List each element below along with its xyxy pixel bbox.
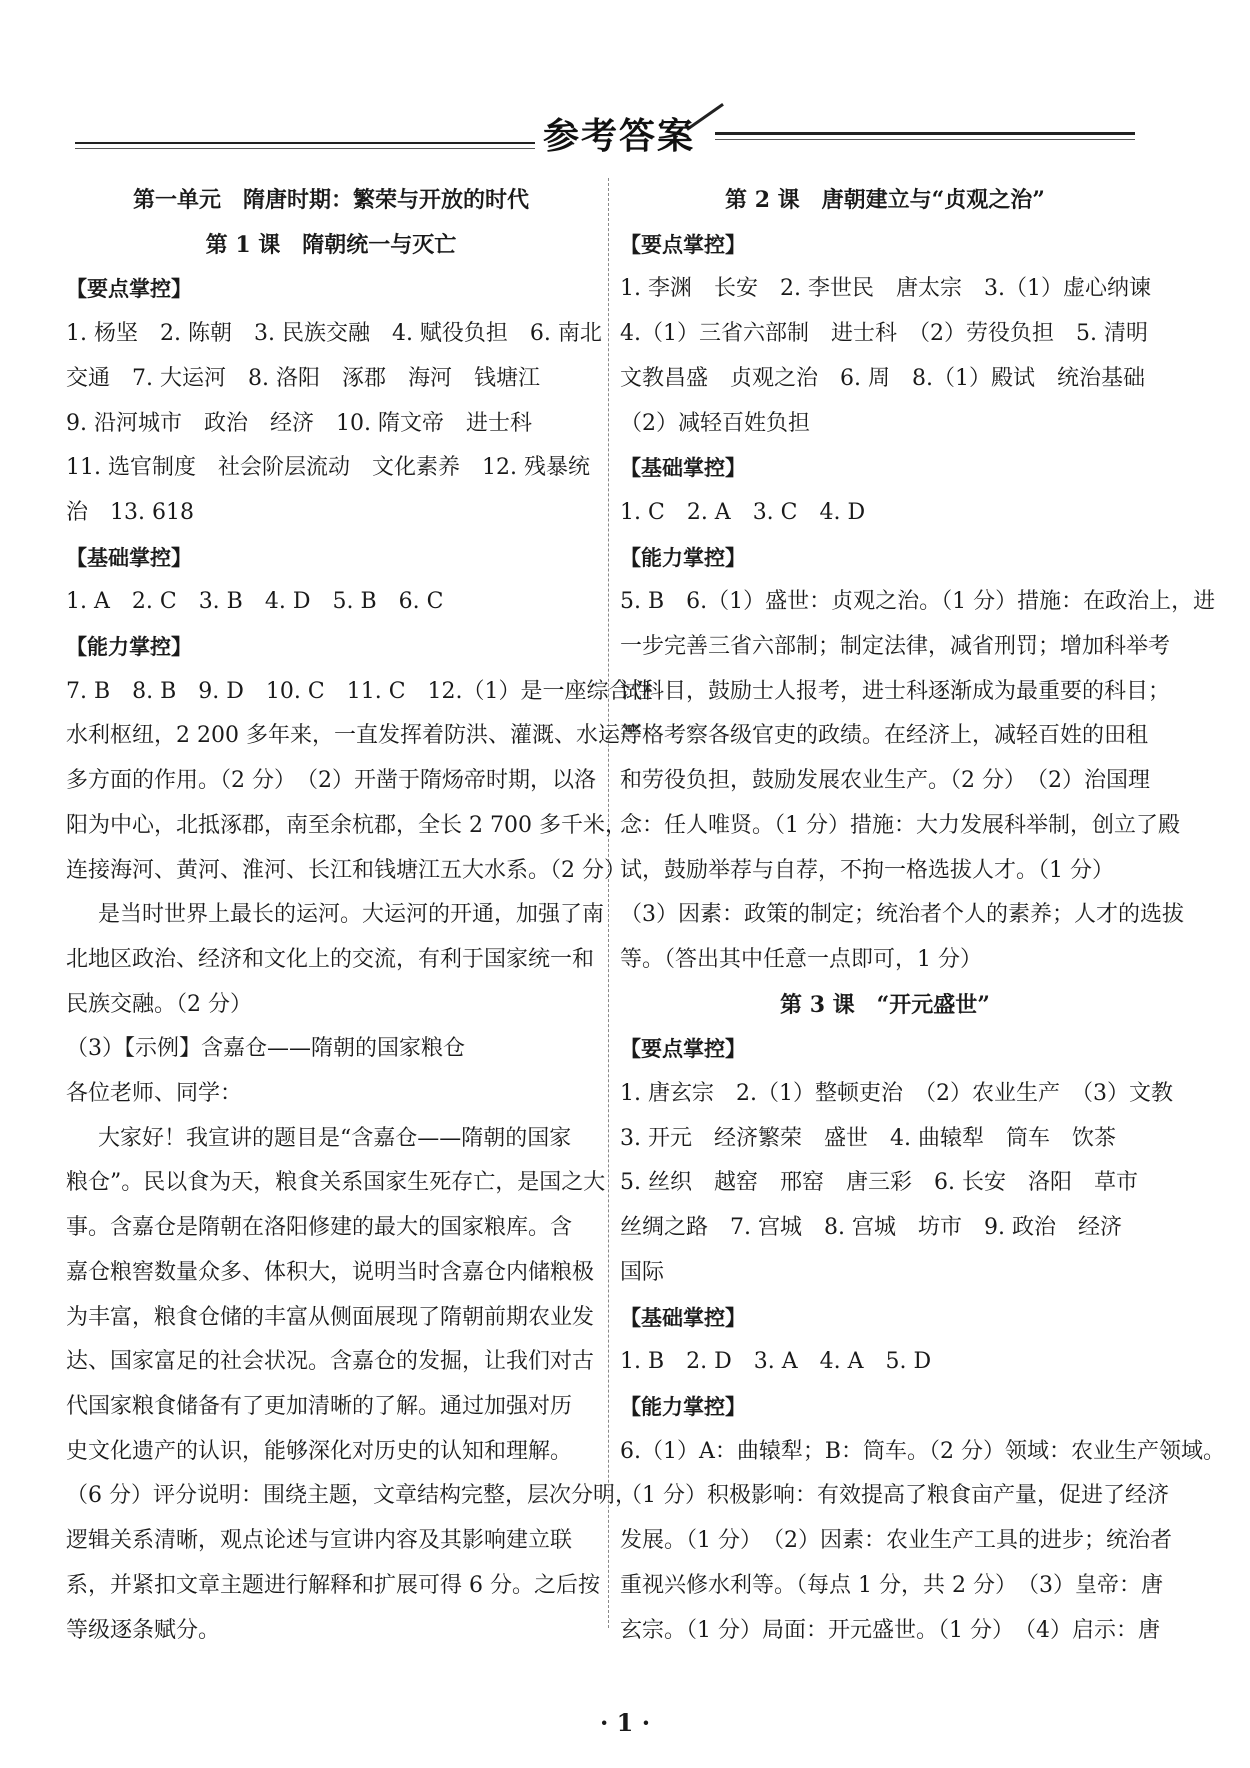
header-rule-left xyxy=(75,142,535,144)
lesson-title: 第 1 课 隋朝统一与灭亡 xyxy=(205,231,457,258)
answer-line: 1. 李渊 长安 2. 李世民 唐太宗 3.（1）虚心纳谏 xyxy=(620,276,1151,302)
section-heading: 【基础掌控】 xyxy=(620,1305,746,1330)
section-heading: 【要点掌控】 xyxy=(66,277,192,302)
answer-line: 和劳役负担，鼓励发展农业生产。（2 分） （2）治国理 xyxy=(620,768,1150,794)
answer-line: 治 13. 618 xyxy=(66,499,194,525)
right-column xyxy=(620,178,1226,1653)
answer-line: 5. B 6.（1）盛世：贞观之治。（1 分）措施：在政治上，进 xyxy=(620,589,1216,615)
answer-line: 1. 杨坚 2. 陈朝 3. 民族交融 4. 赋役负担 6. 南北 xyxy=(66,321,602,347)
answer-line: 粮仓”。民以食为天，粮食关系国家生死存亡，是国之大 xyxy=(66,1170,606,1196)
answer-line: 系，并紧扣文章主题进行解释和扩展可得 6 分。之后按 xyxy=(66,1572,600,1598)
answer-line: 水利枢纽，2 200 多年来，一直发挥着防洪、灌溉、水运等 xyxy=(66,723,642,749)
answer-line: （3）因素：政策的制定；统治者个人的素养；人才的选拔 xyxy=(620,902,1184,928)
answer-line: （2）减轻百姓负担 xyxy=(620,410,810,436)
answer-line: 7. B 8. B 9. D 10. C 11. C 12.（1）是一座综合性 xyxy=(66,678,653,704)
answer-line: 4.（1）三省六部制 进士科 （2）劳役负担 5. 清明 xyxy=(620,321,1148,347)
answer-line: 等级逐条赋分。 xyxy=(66,1617,221,1643)
answer-line: 连接海河、黄河、淮河、长江和钱塘江五大水系。（2 分） xyxy=(66,857,626,883)
answer-line: （1 分）积极影响：有效提高了粮食亩产量，促进了经济 xyxy=(620,1483,1169,1509)
section-heading: 【要点掌控】 xyxy=(620,232,746,257)
answer-line: 3. 开元 经济繁荣 盛世 4. 曲辕犁 筒车 饮茶 xyxy=(620,1125,1116,1151)
answer-line: 各位老师、同学： xyxy=(66,1081,243,1107)
section-heading: 【能力掌控】 xyxy=(620,1394,746,1419)
answer-line: 达、国家富足的社会状况。含嘉仓的发掘，让我们对古 xyxy=(66,1349,595,1375)
answer-line: 大家好！我宣讲的题目是“含嘉仓——隋朝的国家 xyxy=(98,1125,572,1151)
answer-line: 嘉仓粮窖数量众多、体积大，说明当时含嘉仓内储粮极 xyxy=(66,1259,595,1285)
answer-line: 5. 丝织 越窑 邢窑 唐三彩 6. 长安 洛阳 草市 xyxy=(620,1170,1138,1196)
answer-line: 11. 选官制度 社会阶层流动 文化素养 12. 残暴统 xyxy=(66,455,590,481)
answer-line: 史文化遗产的认识，能够深化对历史的认知和理解。 xyxy=(66,1438,573,1464)
answer-line: 一步完善三省六部制；制定法律，减省刑罚；增加科举考 xyxy=(620,634,1171,660)
answer-line: 丝绸之路 7. 宫城 8. 宫城 坊市 9. 政治 经济 xyxy=(620,1215,1122,1241)
answer-line: 发展。（1 分） （2）因素：农业生产工具的进步；统治者 xyxy=(620,1528,1172,1554)
lesson-title: 第 2 课 唐朝建立与“贞观之治” xyxy=(725,187,1045,213)
page-header xyxy=(75,108,1135,168)
section-heading: 【要点掌控】 xyxy=(620,1037,746,1062)
answer-line: 9. 沿河城市 政治 经济 10. 隋文帝 进士科 xyxy=(66,410,532,436)
section-heading: 【能力掌控】 xyxy=(620,545,746,570)
answer-line: 等。（答出其中任意一点即可，1 分） xyxy=(620,946,982,972)
answer-line: 1. A 2. C 3. B 4. D 5. B 6. C xyxy=(66,589,444,615)
answer-line: 严格考察各级官吏的政绩。在经济上，减轻百姓的田租 xyxy=(620,723,1149,749)
answer-line: 交通 7. 大运河 8. 洛阳 涿郡 海河 钱塘江 xyxy=(66,365,540,391)
lesson-title: 第 3 课 “开元盛世” xyxy=(780,991,990,1018)
answer-line: 文教昌盛 贞观之治 6. 周 8.（1）殿试 统治基础 xyxy=(620,365,1145,391)
answer-line: 逻辑关系清晰，观点论述与宣讲内容及其影响建立联 xyxy=(66,1528,573,1554)
answer-line: 玄宗。（1 分）局面：开元盛世。（1 分） （4）启示：唐 xyxy=(620,1617,1160,1643)
section-heading: 【基础掌控】 xyxy=(66,545,192,570)
answer-line: 试科目，鼓励士人报考，进士科逐渐成为最重要的科目； xyxy=(620,678,1171,704)
header-rule-left-thin xyxy=(75,148,535,149)
answer-line: 代国家粮食储备有了更加清晰的了解。通过加强对历 xyxy=(66,1393,573,1419)
answer-line: 1. B 2. D 3. A 4. A 5. D xyxy=(620,1349,932,1375)
answer-line: 北地区政治、经济和文化上的交流，有利于国家统一和 xyxy=(66,946,595,972)
page-number: · 1 · xyxy=(599,1708,651,1737)
answer-line: 1. C 2. A 3. C 4. D xyxy=(620,499,866,525)
answer-line: 1. 唐玄宗 2.（1）整顿吏治 （2）农业生产 （3）文教 xyxy=(620,1081,1173,1107)
answer-line: 为丰富，粮食仓储的丰富从侧面展现了隋朝前期农业发 xyxy=(66,1304,595,1330)
answer-line: （6 分）评分说明：围绕主题，文章结构完整，层次分明， xyxy=(66,1483,637,1509)
answer-line: 念：任人唯贤。（1 分）措施：大力发展科举制，创立了殿 xyxy=(620,812,1180,838)
lesson-title: 第一单元 隋唐时期：繁荣与开放的时代 xyxy=(132,187,529,213)
answer-line: 事。含嘉仓是隋朝在洛阳修建的最大的国家粮库。含 xyxy=(66,1215,573,1241)
page-title: 参考答案 xyxy=(543,116,696,157)
answer-line: 试，鼓励举荐与自荐，不拘一格选拔人才。（1 分） xyxy=(620,857,1114,883)
answer-line: 是当时世界上最长的运河。大运河的开通，加强了南 xyxy=(98,902,605,928)
column-divider xyxy=(608,178,609,1628)
answer-line: 重视兴修水利等。（每点 1 分，共 2 分） （3）皇帝：唐 xyxy=(620,1572,1163,1598)
section-heading: 【基础掌控】 xyxy=(620,456,746,481)
answer-line: 阳为中心，北抵涿郡，南至余杭郡，全长 2 700 多千米， xyxy=(66,812,627,838)
answer-line: 民族交融。（2 分） xyxy=(66,991,252,1017)
answer-line: 多方面的作用。（2 分） （2）开凿于隋炀帝时期，以洛 xyxy=(66,768,596,794)
answer-line: 6.（1）A：曲辕犁；B：筒车。（2 分）领域：农业生产领域。 xyxy=(620,1438,1226,1464)
answer-line: （3）【示例】含嘉仓——隋朝的国家粮仓 xyxy=(66,1036,465,1062)
answer-line: 国际 xyxy=(620,1259,665,1285)
section-heading: 【能力掌控】 xyxy=(66,635,192,660)
